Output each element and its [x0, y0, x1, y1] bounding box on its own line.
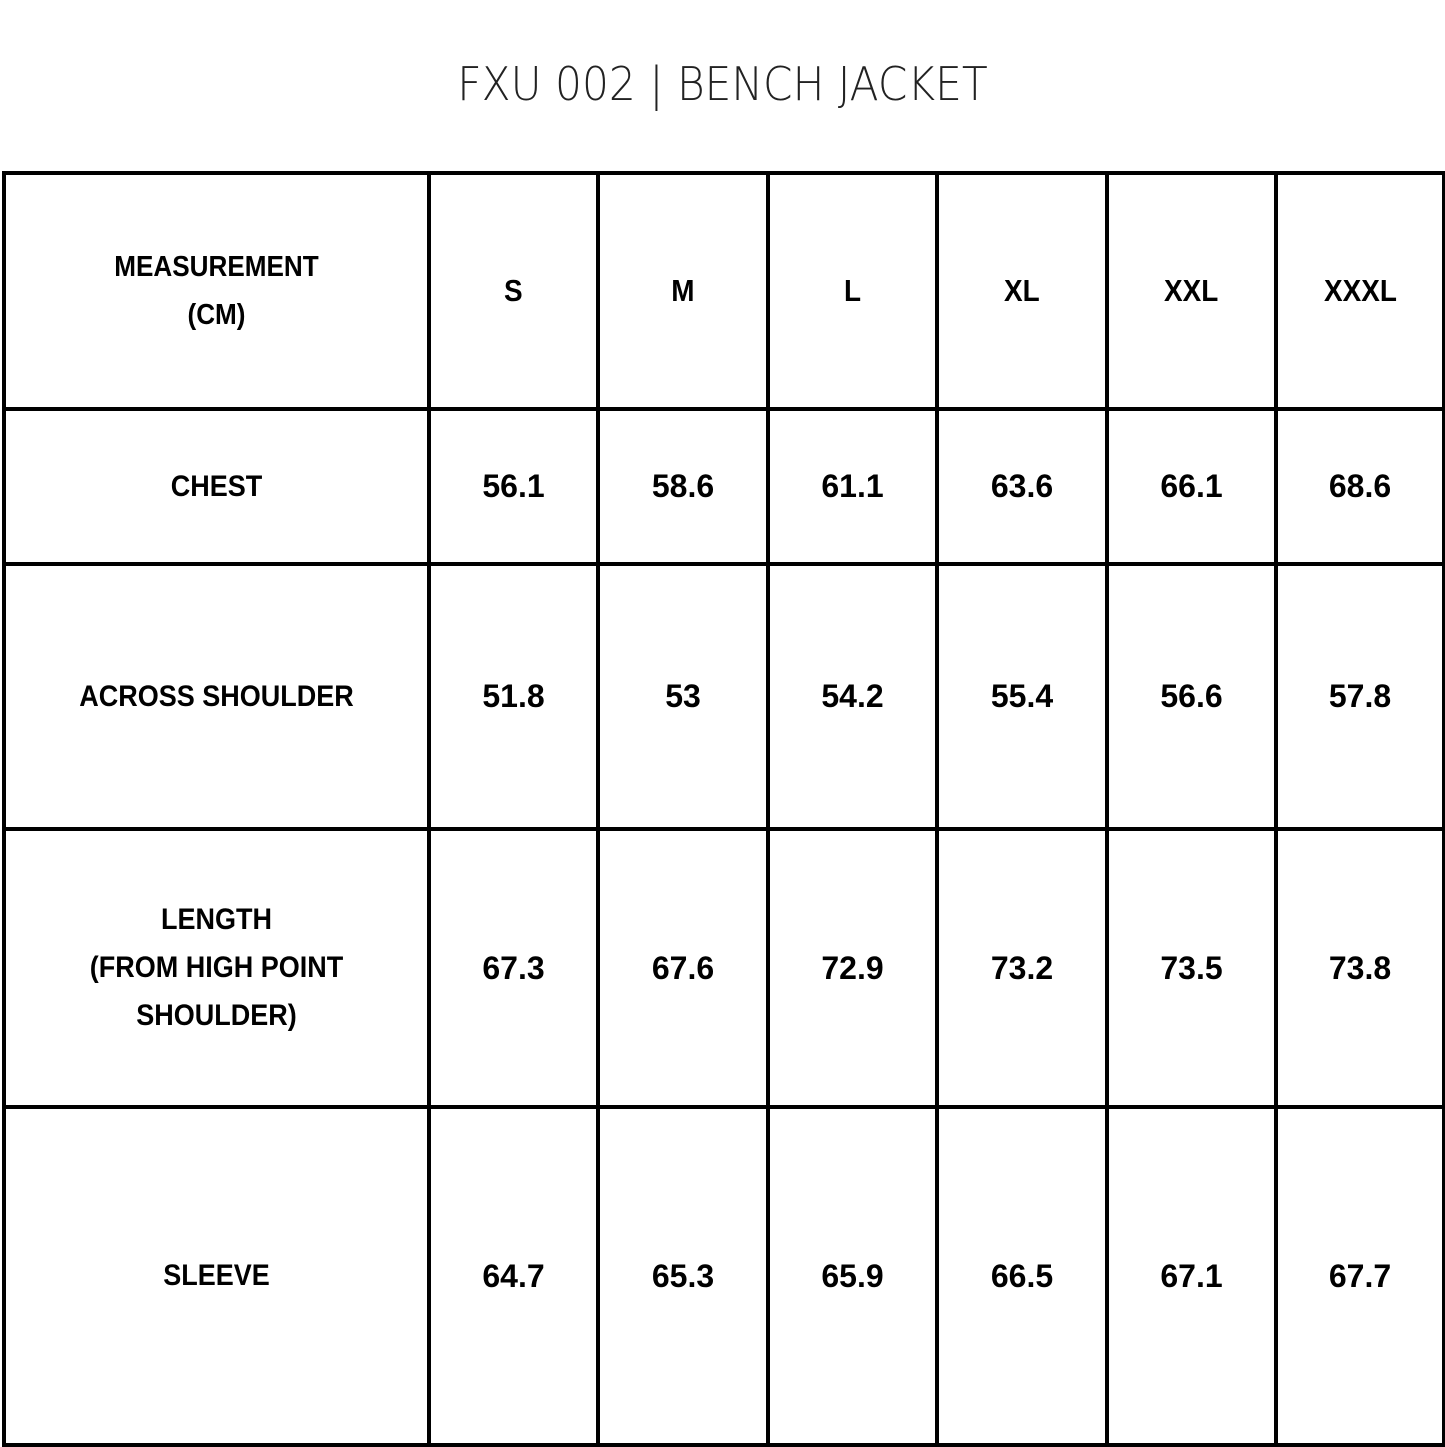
table-row-chest	[4, 409, 1444, 564]
header-label-line: MEASUREMENT	[114, 251, 319, 283]
table-cell: 66.1	[1107, 409, 1276, 564]
table-cell: 51.8	[429, 564, 598, 829]
table-cell: 55.4	[937, 564, 1107, 829]
size-chart-table	[2, 171, 1445, 1447]
row-label-length: LENGTH (FROM HIGH POINT SHOULDER)	[4, 829, 429, 1107]
table-cell: 66.5	[937, 1107, 1107, 1445]
table-cell: 56.1	[429, 409, 598, 564]
table-cell: 53	[598, 564, 768, 829]
table-row-length	[4, 829, 1444, 1107]
table-cell: 64.7	[429, 1107, 598, 1445]
table-row-across-shoulder	[4, 564, 1444, 829]
table-cell: 65.9	[768, 1107, 937, 1445]
table-header-row	[4, 173, 1444, 409]
table-cell: 67.1	[1107, 1107, 1276, 1445]
table-cell: 61.1	[768, 409, 937, 564]
table-cell: 73.8	[1276, 829, 1444, 1107]
table-cell: 54.2	[768, 564, 937, 829]
size-header-s: S	[429, 173, 598, 409]
table-cell: 63.6	[937, 409, 1107, 564]
table-cell: 67.6	[598, 829, 768, 1107]
size-header-xl: XL	[937, 173, 1107, 409]
measurement-header	[4, 173, 429, 409]
table-cell: 58.6	[598, 409, 768, 564]
row-label-sleeve: SLEEVE	[4, 1107, 429, 1445]
page-title: FXU 002 | BENCH JACKET	[457, 57, 988, 111]
table-cell: 57.8	[1276, 564, 1444, 829]
table-cell: 72.9	[768, 829, 937, 1107]
table-cell: 67.7	[1276, 1107, 1444, 1445]
row-label-chest: CHEST	[4, 409, 429, 564]
table-cell: 56.6	[1107, 564, 1276, 829]
table-cell: 73.5	[1107, 829, 1276, 1107]
size-header-xxxl: XXXL	[1276, 173, 1444, 409]
size-header-xxl: XXL	[1107, 173, 1276, 409]
row-label-across-shoulder: ACROSS SHOULDER	[4, 564, 429, 829]
header-label-line: (CM)	[187, 299, 246, 331]
size-header-l: L	[768, 173, 937, 409]
table-cell: 65.3	[598, 1107, 768, 1445]
table-row-sleeve	[4, 1107, 1444, 1445]
table-cell: 68.6	[1276, 409, 1444, 564]
size-header-m: M	[598, 173, 768, 409]
table-cell: 67.3	[429, 829, 598, 1107]
table-cell: 73.2	[937, 829, 1107, 1107]
